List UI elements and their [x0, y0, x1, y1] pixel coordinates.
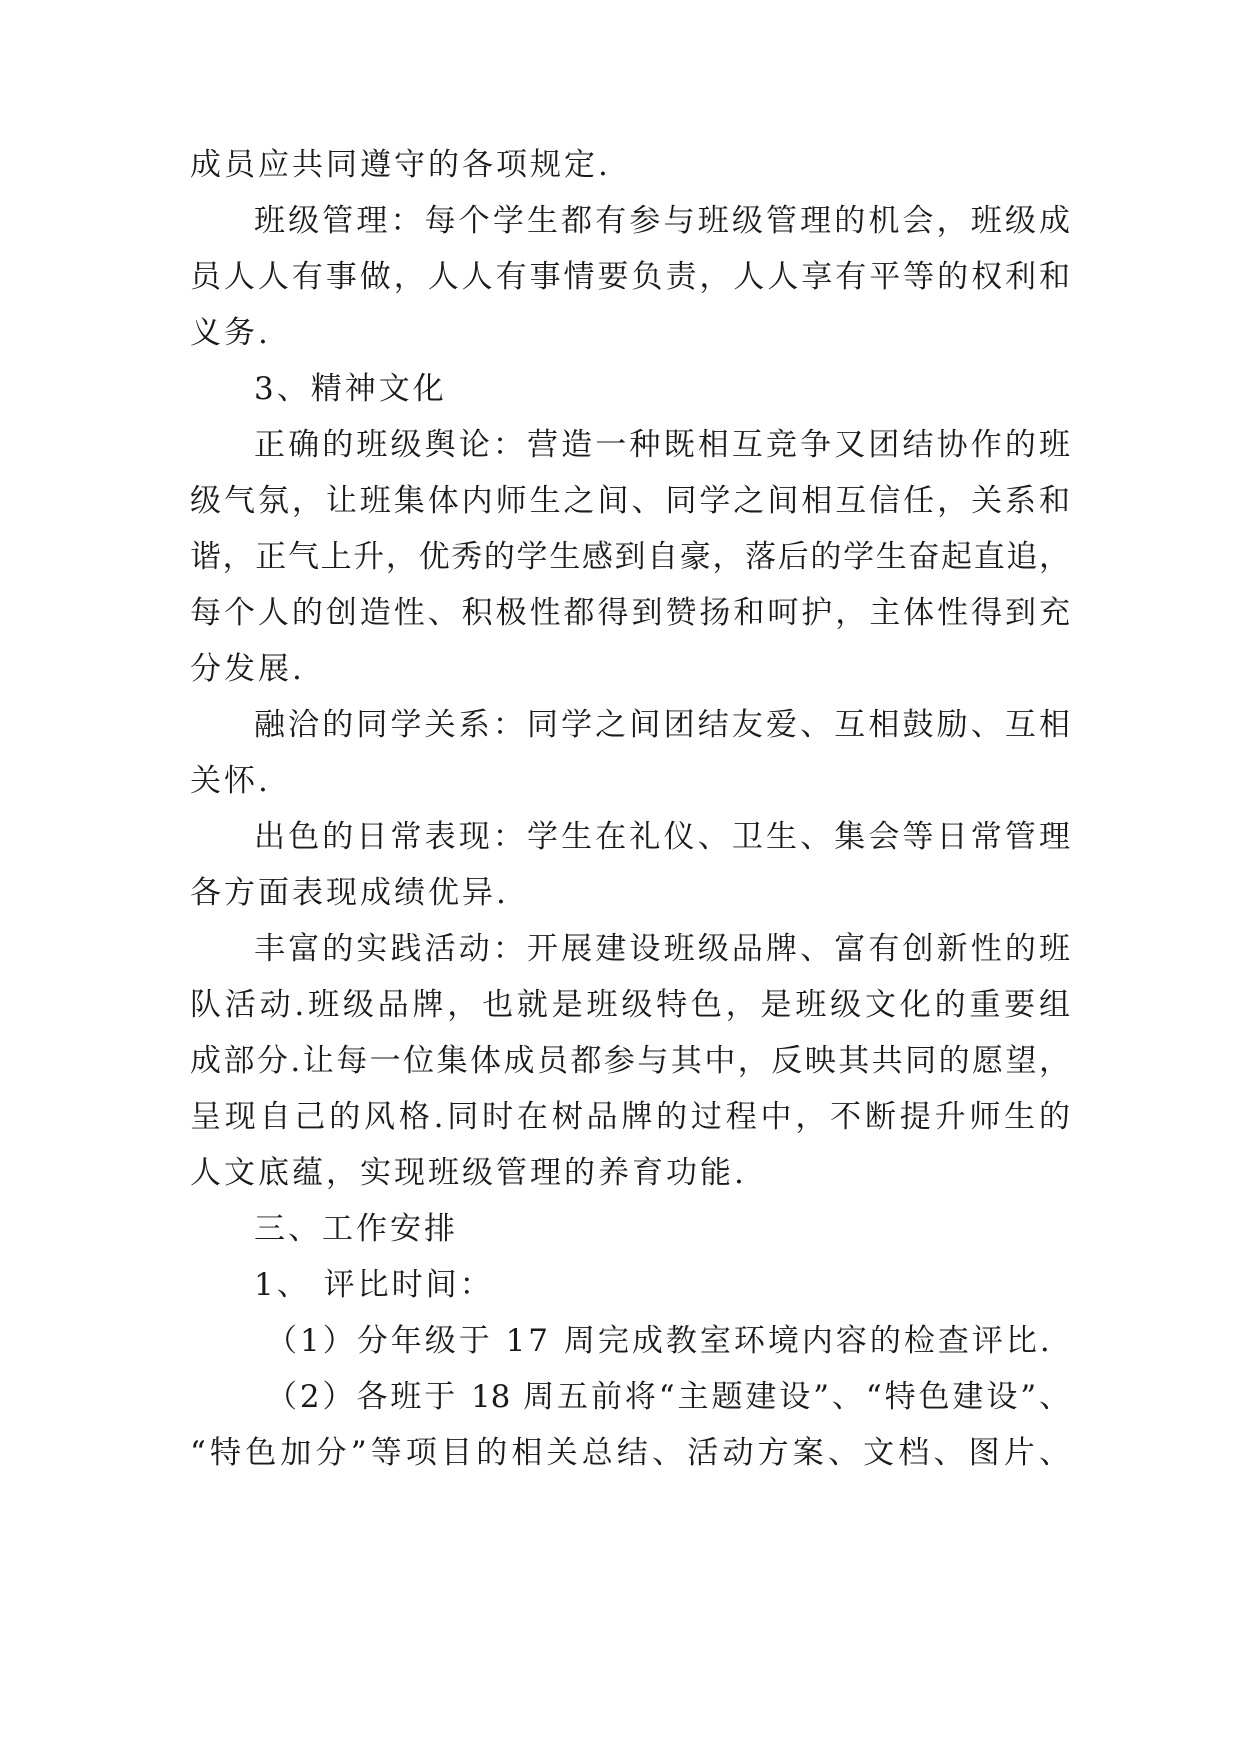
text-line: 员人人有事做，人人有事情要负责，人人享有平等的权利和	[190, 259, 1070, 295]
paragraph-classmate-relations: 融洽的同学关系：同学之间团结友爱、互相鼓励、互相	[254, 707, 1070, 743]
list-item-2: （2）各班于 18 周五前将“主题建设”、“特色建设”、	[266, 1379, 1070, 1415]
text-line: 级气氛，让班集体内师生之间、同学之间相互信任，关系和	[190, 483, 1070, 519]
text-line: 成部分.让每一位集体成员都参与其中，反映其共同的愿望，	[190, 1043, 1070, 1079]
text-line: 成员应共同遵守的各项规定.	[190, 147, 611, 183]
text-line: 分发展.	[190, 651, 305, 687]
text-line: 义务.	[190, 315, 271, 351]
paragraph-daily-performance: 出色的日常表现：学生在礼仪、卫生、集会等日常管理	[254, 819, 1070, 855]
text-line: 各方面表现成绩优异.	[190, 875, 509, 911]
text-line: 队活动.班级品牌，也就是班级特色，是班级文化的重要组	[190, 987, 1070, 1023]
subheading-evaluation-time: 1、 评比时间：	[254, 1267, 494, 1303]
paragraph-public-opinion: 正确的班级舆论：营造一种既相互竞争又团结协作的班	[254, 427, 1070, 463]
paragraph-practice-activities: 丰富的实践活动：开展建设班级品牌、富有创新性的班	[254, 931, 1070, 967]
paragraph-class-management: 班级管理：每个学生都有参与班级管理的机会，班级成	[254, 203, 1070, 239]
section-heading-spiritual-culture: 3、精神文化	[254, 371, 447, 407]
section-heading-work-arrangement: 三、工作安排	[254, 1211, 458, 1247]
text-line: “特色加分”等项目的相关总结、活动方案、文档、图片、	[190, 1435, 1070, 1471]
text-line: 关怀.	[190, 763, 271, 799]
text-line: 呈现自己的风格.同时在树品牌的过程中，不断提升师生的	[190, 1099, 1070, 1135]
text-line: 每个人的创造性、积极性都得到赞扬和呵护，主体性得到充	[190, 595, 1070, 631]
text-line: 谐，正气上升，优秀的学生感到自豪，落后的学生奋起直追，	[190, 539, 1070, 575]
list-item-1: （1）分年级于 17 周完成教室环境内容的检查评比.	[266, 1323, 1053, 1359]
text-line: 人文底蕴，实现班级管理的养育功能.	[190, 1155, 747, 1191]
